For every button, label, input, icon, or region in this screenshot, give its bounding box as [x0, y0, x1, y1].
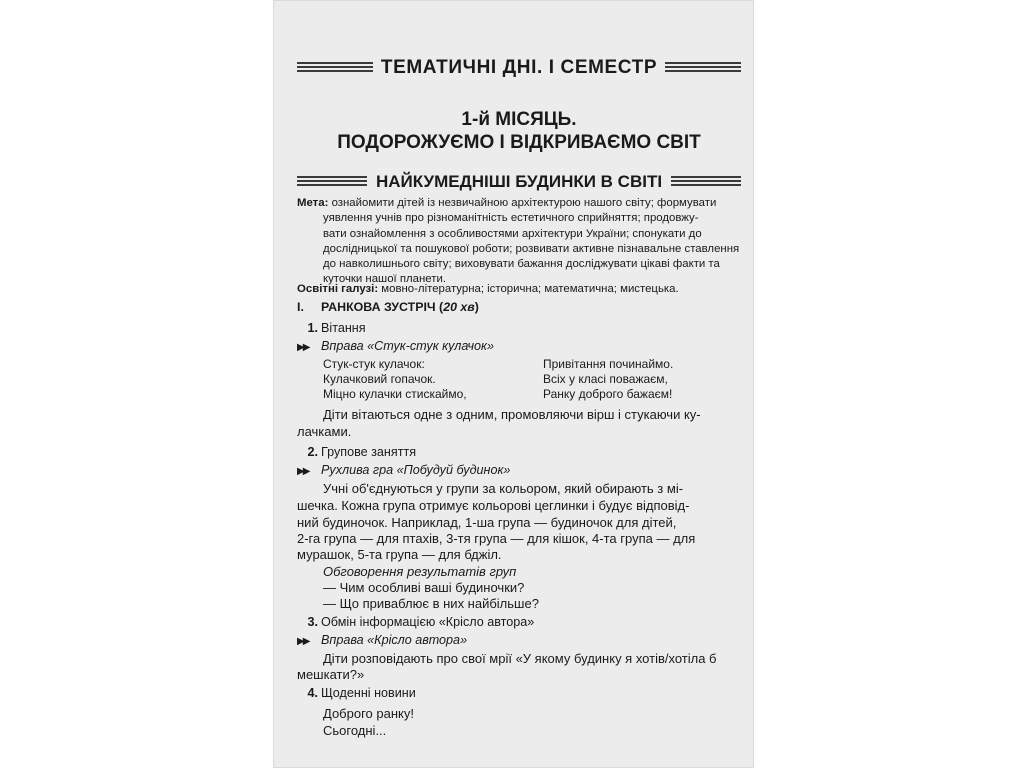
paragraph-line: шечка. Кожна група отримує кольорові цеглинки і будує відповід- [297, 498, 690, 513]
section-title: РАНКОВА ЗУСТРІЧ ( [321, 300, 444, 314]
item-number: 2. [307, 445, 318, 459]
list-item [301, 686, 416, 700]
goal-block [297, 196, 741, 288]
exercise-text: Вправа «Стук-стук кулачок» [321, 339, 494, 353]
goal-label: Мета: [297, 197, 329, 209]
paragraph-line: Діти вітаються одне з одним, промовляючи вірш і стукаючи ку- [323, 407, 701, 422]
poem-line: Ранку доброго бажаєм! [543, 387, 673, 401]
list-item [301, 445, 416, 459]
item-text: Щоденні новини [321, 686, 416, 700]
exercise-line [297, 339, 494, 353]
topic-banner [297, 172, 741, 192]
paragraph-line: ний будиночок. Наприклад, 1-ша група — будиночок для дітей, [297, 515, 677, 530]
hatch-right [671, 176, 741, 188]
goal-line: уявлення учнів про різноманітність естетичного сприйняття; продовжу- [323, 212, 699, 225]
poem-line: Міцно кулачки стискаймо, [323, 387, 467, 401]
poem-right [543, 357, 673, 402]
exercise-line [297, 633, 467, 647]
news-line: Доброго ранку! [323, 706, 414, 721]
poem-line: Привітання починаймо. [543, 357, 674, 371]
list-item [301, 321, 366, 335]
section-time: 20 хв [443, 300, 475, 314]
fields-text: мовно-літературна; історична; математична; мистецька. [381, 283, 679, 295]
month-title [297, 108, 741, 154]
paragraph-line: 2-га група — для птахів, 3-тя група — для кішок, 4-та група — для [297, 531, 696, 546]
document-page [273, 0, 754, 768]
paragraph-line: мурашок, 5-та група — для бджіл. [297, 547, 502, 562]
paragraph-line: мешкати?» [297, 667, 365, 682]
fields-line [297, 283, 679, 295]
item-text: Вітання [321, 321, 366, 335]
poem-left [323, 357, 467, 402]
goal-line: куточки нашої планети. [323, 273, 446, 286]
double-arrow-icon: ▶▶ [297, 466, 309, 477]
exercise-text: Вправа «Крісло автора» [321, 633, 468, 647]
hatch-left [297, 62, 373, 74]
exercise-text: Рухлива гра «Побудуй будинок» [321, 463, 511, 477]
poem-line: Стук-стук кулачок: [323, 357, 425, 371]
chapter-banner [297, 57, 741, 79]
topic-title: НАЙКУМЕДНІШІ БУДИНКИ В СВІТІ [375, 172, 663, 191]
hatch-right [665, 62, 741, 74]
item-number: 3. [307, 615, 318, 629]
exercise-line [297, 463, 510, 477]
section-close: ) [474, 300, 479, 314]
month-line-2: ПОДОРОЖУЄМО І ВІДКРИВАЄМО СВІТ [337, 132, 701, 153]
double-arrow-icon: ▶▶ [297, 342, 309, 353]
fields-label: Освітні галузі: [297, 283, 379, 295]
item-number: 4. [307, 686, 318, 700]
item-text: Обмін інформацією «Крісло автора» [321, 615, 535, 629]
double-arrow-icon: ▶▶ [297, 636, 309, 647]
goal-line: дослідницької та пошукової роботи; розвивати активне пізнавальне ставлення [323, 242, 740, 255]
section-number: I. [297, 300, 304, 314]
poem-line: Всіх у класі поважаєм, [543, 372, 668, 386]
item-text: Групове заняття [321, 445, 417, 459]
news-line: Сьогодні... [323, 723, 387, 738]
month-line-1: 1-й МІСЯЦЬ. [461, 109, 577, 130]
discussion-heading: Обговорення результатів груп [323, 564, 517, 579]
goal-line: ознайомити дітей із незвичайною архітектурою нашого світу; формувати [331, 197, 717, 209]
poem-line: Кулачковий гопачок. [323, 372, 436, 386]
goal-line: до навколишнього світу; виховувати бажання досліджувати цікаві факти та [323, 258, 720, 271]
goal-line: вати ознайомлення з особливостями архітектури України; спонукати до [323, 227, 702, 240]
section-heading [297, 300, 479, 314]
list-item [301, 615, 534, 629]
paragraph-line: Учні об'єднуються у групи за кольором, який обирають з мі- [323, 481, 684, 496]
paragraph-line: Діти розповідають про свої мрії «У якому будинку я хотів/хотіла б [323, 651, 717, 666]
chapter-title: ТЕМАТИЧНІ ДНІ. І СЕМЕСТР [380, 57, 658, 78]
hatch-left [297, 176, 367, 188]
item-number: 1. [307, 321, 318, 335]
question-line: — Чим особливі ваші будиночки? [323, 580, 525, 595]
question-line: — Що приваблює в них найбільше? [323, 596, 539, 611]
paragraph-line: лачками. [297, 424, 352, 439]
